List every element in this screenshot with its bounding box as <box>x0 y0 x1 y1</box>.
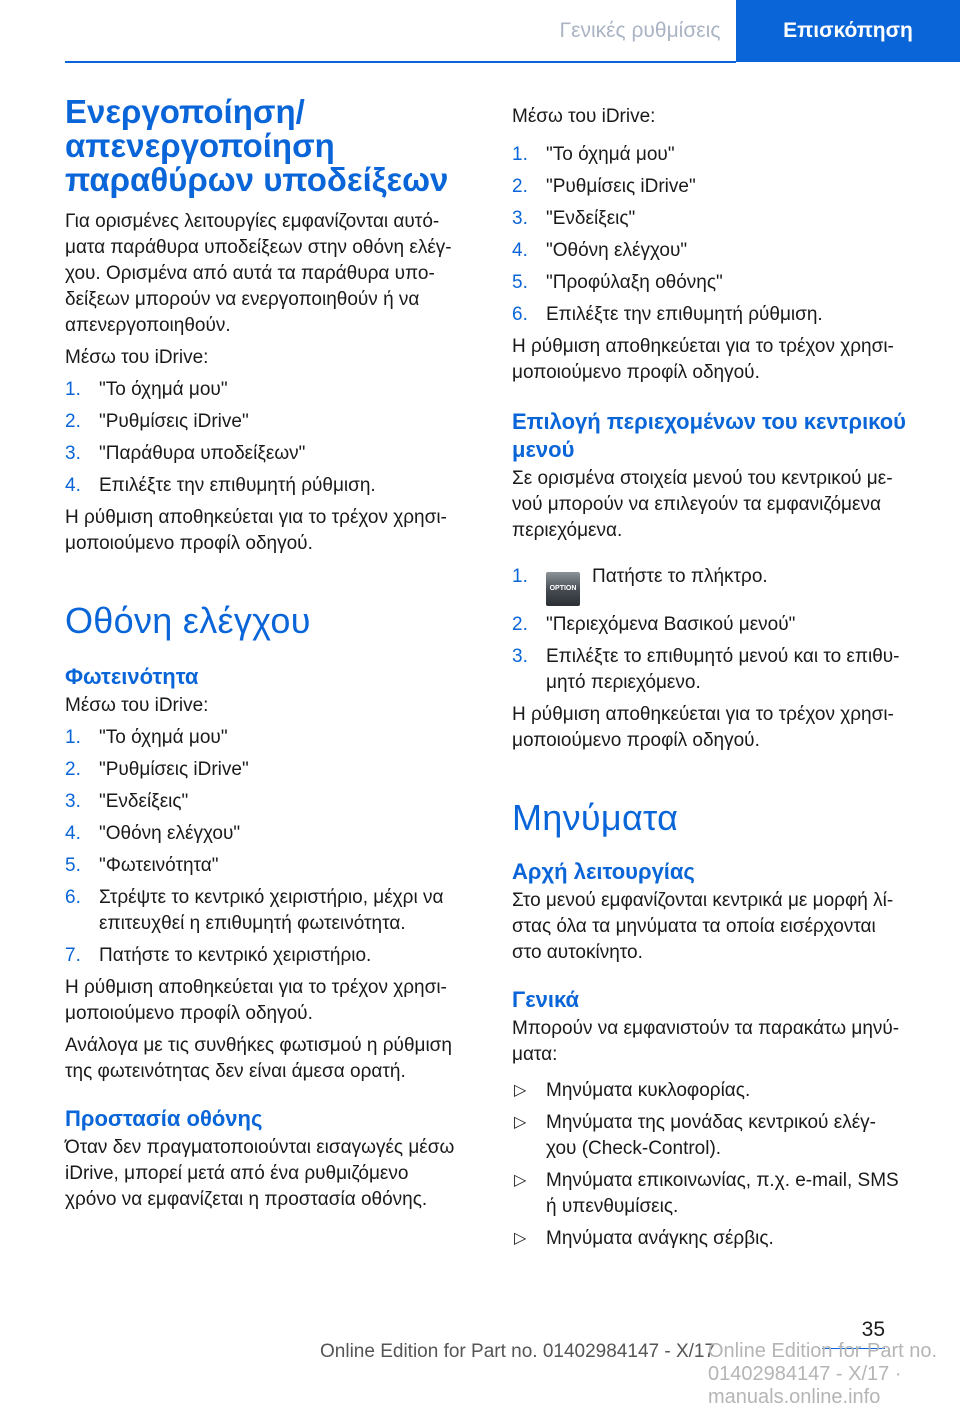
general-title: Γενικά <box>512 987 580 1012</box>
triangle-bullet-icon: ▷ <box>514 1082 527 1099</box>
step-number: 1. <box>65 379 81 400</box>
list-item-text: "Περιεχόμενα Βασικού μενού" <box>546 614 796 635</box>
step-number: 5. <box>65 855 81 876</box>
list-item-text: "Ρυθμίσεις iDrive" <box>99 759 249 780</box>
list-item <box>512 564 926 606</box>
list-item <box>512 142 926 168</box>
option-key-icon: OPTION <box>546 572 580 606</box>
list-item <box>512 174 926 200</box>
list-item-text: Επιλέξτε το επιθυμητό μενού και το επιθυ- <box>546 646 900 667</box>
list-item <box>65 377 483 403</box>
brightness-note: Ανάλογα με τις συνθήκες φωτισμού η ρύθμιση της φωτεινότητας δεν είναι άμεσα ορατή. <box>65 1035 452 1082</box>
list-item <box>512 302 926 328</box>
messages-title: Μηνύματα <box>512 797 679 838</box>
list-item <box>512 1110 926 1162</box>
list-item-text: Μηνύματα ανάγκης σέρβις. <box>546 1228 774 1249</box>
message-type-list <box>512 1078 926 1252</box>
list-item-text: Επιλέξτε την επιθυμητή ρύθμιση. <box>546 304 823 325</box>
list-item <box>65 821 483 847</box>
principle-text: Στο μενού εμφανίζονται κεντρικά με μορφή λί- στας όλα τα μηνύματα τα οποία εισέρχονται στο αυτοκίνητο. <box>512 890 894 963</box>
list-item <box>512 1168 926 1220</box>
brightness-title: Φωτεινότητα <box>65 664 199 689</box>
right-column <box>512 95 926 1258</box>
list-item <box>65 725 483 751</box>
brightness-steps <box>65 725 483 969</box>
list-item-text: "Φωτεινότητα" <box>99 855 219 876</box>
triangle-bullet-icon: ▷ <box>514 1172 527 1189</box>
list-item-text: Μηνύματα της μονάδας κεντρικού ελέγ- <box>546 1112 876 1133</box>
menu-saved-note: Η ρύθμιση αποθηκεύεται για το τρέχον χρησι- μοποιούμενο προφίλ οδηγού. <box>512 704 894 751</box>
list-item-text: επιτευχθεί η επιθυμητή φωτεινότητα. <box>99 913 406 934</box>
list-item <box>512 238 926 264</box>
list-item-text: Επιλέξτε την επιθυμητή ρύθμιση. <box>99 475 376 496</box>
list-item-text: "Ενδείξεις" <box>546 208 636 229</box>
screensaver-title: Προστασία οθόνης <box>65 1106 263 1131</box>
menu-steps <box>512 612 926 696</box>
screensaver-steps <box>512 142 926 328</box>
list-item <box>65 789 483 815</box>
list-item-text: χου (Check-Control). <box>546 1138 722 1159</box>
list-item-text: "Οθόνη ελέγχου" <box>99 823 241 844</box>
list-item-text: Μηνύματα επικοινωνίας, π.χ. e-mail, SMS <box>546 1170 899 1191</box>
step-number: 7. <box>65 945 81 966</box>
step-number: 3. <box>65 443 81 464</box>
list-item <box>65 885 483 937</box>
list-item <box>512 1078 926 1104</box>
display-title: Οθόνη ελέγχου <box>65 600 311 641</box>
menu-contents-title: Επιλογή περιεχομένων του κεντρικού μενού <box>512 409 906 462</box>
step-number: 5. <box>512 272 528 293</box>
list-item <box>512 270 926 296</box>
list-item-text: Μηνύματα κυκλοφορίας. <box>546 1080 751 1101</box>
step-number: 6. <box>65 887 81 908</box>
menu-steps <box>512 564 926 606</box>
step-number: 2. <box>512 176 528 197</box>
list-item-text: "Το όχημά μου" <box>99 727 228 748</box>
list-item <box>65 757 483 783</box>
list-item-text: "Ρυθμίσεις iDrive" <box>546 176 696 197</box>
list-item-text: "Ενδείξεις" <box>99 791 189 812</box>
step-number: 1. <box>512 144 528 165</box>
list-item-text: Πατήστε το κεντρικό χειριστήριο. <box>99 945 372 966</box>
popups-title: Ενεργοποίηση/ απενεργοποίηση παραθύρων υποδείξεων <box>65 93 449 198</box>
list-item <box>512 644 926 696</box>
step-number: 1. <box>512 566 528 587</box>
list-item-text: "Το όχημά μου" <box>546 144 675 165</box>
step-text: Πατήστε το πλήκτρο. <box>592 566 768 587</box>
list-item <box>512 612 926 638</box>
list-item-text: "Προφύλαξη οθόνης" <box>546 272 723 293</box>
list-item <box>65 943 483 969</box>
step-number: 2. <box>65 759 81 780</box>
list-item <box>65 409 483 435</box>
step-number: 3. <box>65 791 81 812</box>
step-number: 2. <box>512 614 528 635</box>
popups-saved-note: Η ρύθμιση αποθηκεύεται για το τρέχον χρησι- μοποιούμενο προφίλ οδηγού. <box>65 507 447 554</box>
page-header <box>544 0 960 62</box>
step-number: 3. <box>512 208 528 229</box>
list-item-text: "Οθόνη ελέγχου" <box>546 240 688 261</box>
list-item-text: ή υπενθυμίσεις. <box>546 1196 679 1217</box>
list-item-text: "Ρυθμίσεις iDrive" <box>99 411 249 432</box>
tab-overview[interactable]: Επισκόπηση <box>736 0 960 62</box>
list-item-text: "Παράθυρα υποδείξεων" <box>99 443 306 464</box>
list-item-text: "Το όχημά μου" <box>99 379 228 400</box>
step-number: 6. <box>512 304 528 325</box>
tab-general-settings[interactable]: Γενικές ρυθμίσεις <box>544 0 736 62</box>
popups-steps <box>65 377 483 499</box>
screensaver-saved-note: Η ρύθμιση αποθηκεύεται για το τρέχον χρησι- μοποιούμενο προφίλ οδηγού. <box>512 336 894 383</box>
triangle-bullet-icon: ▷ <box>514 1114 527 1131</box>
watermark: Online Edition for Part no. 01402984147 - X/17 · manuals.online.info <box>708 1340 938 1408</box>
step-number: 3. <box>512 646 528 667</box>
step-number: 4. <box>65 475 81 496</box>
list-item <box>512 1226 926 1252</box>
list-item-text: μητό περιεχόμενο. <box>546 672 701 693</box>
menu-contents-intro: Σε ορισμένα στοιχεία μενού του κεντρικού με- νού μπορούν να επιλεγούν τα εμφανιζόμενα περιεχόμενα. <box>512 468 893 541</box>
list-item-text: Στρέψτε το κεντρικό χειριστήριο, μέχρι να <box>99 887 444 908</box>
step-number: 4. <box>512 240 528 261</box>
list-item <box>65 473 483 499</box>
edition-text: Online Edition for Part no. 01402984147 - X/17 <box>320 1341 716 1362</box>
principle-title: Αρχή λειτουργίας <box>512 859 695 884</box>
triangle-bullet-icon: ▷ <box>514 1230 527 1247</box>
via-idrive-label: Μέσω του iDrive: <box>65 695 209 716</box>
screensaver-text: Όταν δεν πραγματοποιούνται εισαγωγές μέσω iDrive, μπορεί μετά από ένα ρυθμιζόμενο χρόνο να εμφανίζεται η προστασία οθόνης. <box>65 1137 455 1210</box>
list-item <box>512 206 926 232</box>
list-item <box>65 441 483 467</box>
left-column <box>65 95 483 1213</box>
list-item <box>65 853 483 879</box>
brightness-saved-note: Η ρύθμιση αποθηκεύεται για το τρέχον χρησι- μοποιούμενο προφίλ οδηγού. <box>65 977 447 1024</box>
popups-intro: Για ορισμένες λειτουργίες εμφανίζονται αυτό- ματα παράθυρα υποδείξεων στην οθόνη ελέγ- χου. Ορισμένα από αυτά τα παράθυρα υπο- δείξεων μπορούν να ενεργοποιηθούν ή να απενεργοποιηθούν. <box>65 211 452 336</box>
step-number: 2. <box>65 411 81 432</box>
page-footer <box>0 1318 960 1408</box>
via-idrive-label: Μέσω του iDrive: <box>512 106 656 127</box>
page-number: 35 <box>861 1318 885 1341</box>
via-idrive-label: Μέσω του iDrive: <box>65 347 209 368</box>
step-number: 4. <box>65 823 81 844</box>
general-intro: Μπορούν να εμφανιστούν τα παρακάτω μηνύ- ματα: <box>512 1018 900 1065</box>
step-number: 1. <box>65 727 81 748</box>
header-rule <box>65 61 736 63</box>
